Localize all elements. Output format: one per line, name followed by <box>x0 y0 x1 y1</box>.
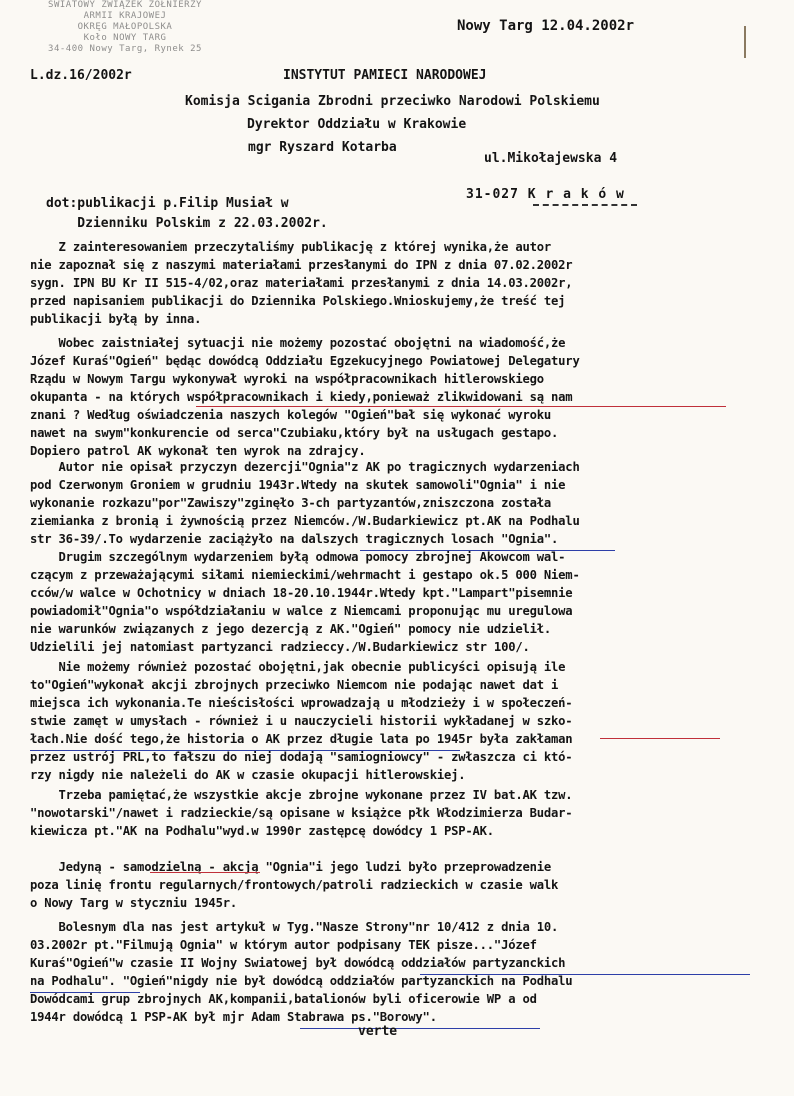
director-title: Dyrektor Oddziału w Krakowie <box>247 117 467 132</box>
pen-underline <box>420 974 750 975</box>
recipient-street: ul.Mikołajewska 4 <box>484 151 618 166</box>
commission-name: Komisja Scigania Zbrodni przeciwko Narodowi Polskiemu <box>185 94 600 109</box>
body-paragraph: Jedyną - samodzielną - akcją "Ognia"i jego ludzi było przeprowadzenie poza linię frontu regularnych/frontowych/patroli radzieckich w czasie walk o Nowy Targ w styczniu 1945r. <box>30 860 559 910</box>
city-underline <box>533 204 637 206</box>
body-paragraph: Wobec zaistniałej sytuacji nie możemy pozostać obojętni na wiadomość,że Józef Kuraś"Ogień" będąc dowódcą Oddziału Egzekucyjnego Powiatowej Delegatury Rządu w Nowym Targu wykonywał wyroki na współpracownikach hitlerowskiego okupanta - na których współpracownikach i kiedy,ponieważ zlikwidowani są nam znani ? Według oświadczenia naszych kolegów "Ogień"bał się wykonać wyroku nawet na swym"konkurencie od serca"Czubiaku,który był na usługach gestapo. Dopiero patrol AK wykonał ten wyrok na zdrajcy. <box>30 336 580 458</box>
reference-number: L.dz.16/2002r <box>30 68 132 83</box>
stamp-line: ŚWIATOWY ZWIĄZEK ŻOŁNIERZY <box>48 0 202 10</box>
red-underline <box>150 872 260 873</box>
red-underline <box>600 738 720 739</box>
pen-underline <box>300 1028 540 1029</box>
red-underline <box>196 406 726 407</box>
pen-underline <box>30 992 140 993</box>
stamp-line: OKRĘG MAŁOPOLSKA <box>77 22 173 32</box>
pen-underline <box>30 750 460 751</box>
pen-underline <box>360 550 615 551</box>
body-paragraph: Autor nie opisał przyczyn dezercji"Ognia"z AK po tragicznych wydarzeniach pod Czerwonym Groniem w grudniu 1943r.Wtedy na skutek samowoli"Ognia" i nie wykonanie rozkazu"por"Zawiszy"zginęło 3-ch partyzantów,zniszczona została ziemianka z bronią i żywnością przez Niemców./W.Budarkiewicz pt.AK na Podhalu str 36-39/.To wydarzenie zaciążyło na dalszych tragicznych losach "Ognia". <box>30 460 580 546</box>
institute-name: INSTYTUT PAMIECI NARODOWEJ <box>283 68 487 83</box>
body-paragraph: Bolesnym dla nas jest artykuł w Tyg."Nasze Strony"nr 10/412 z dnia 10. 03.2002r pt."Filmują Ognia" w którym autor podpisany TEK pisze..."Józef Kuraś"Ogień"w czasie II Wojny Swiatowej był dowódcą oddziałów partyzanckich na Podhalu". "Ogień"nigdy nie był dowódcą oddziałów partyzanckich na Podhalu Dowódcami grup zbrojnych AK,kompanii,batalionów byli oficerowie WP a od 1944r dowódcą 1 PSP-AK był mjr Adam Stabrawa ps."Borowy". <box>30 920 573 1024</box>
body-paragraph: Trzeba pamiętać,że wszystkie akcje zbrojne wykonane przez IV bat.AK tzw. "nowotarski"/nawet i radzieckie/są opisane w książce płk Włodzimierza Budar- kiewicza pt."AK na Podhalu"wyd.w 1990r zastępcę dowódcy 1 PSP-AK. <box>30 788 573 838</box>
body-paragraph: Nie możemy również pozostać obojętni,jak obecnie publicyści opisują ile to"Ogień"wykonał akcji zbrojnych przeciwko Niemcom nie podając nawet dat i miejsca ich wykonania.Te nieścisłości wprowadzają u młodzieży i w społeczeń- stwie zamęt w umysłach - również i u nauczycieli historii wykładanej w szko- łach.Nie dość tego,że historia o AK przez długie lata po 1945r była zakłaman przez ustrój PRL,to fałszu do niej dodają "samiogniowcy" - zwłaszcza ci któ- rzy nigdy nie należeli do AK w czasie okupacji hitlerowskiej. <box>30 660 573 782</box>
recipient-city: 31-027 K r a k ó w <box>466 187 625 202</box>
verte-note: verte <box>358 1024 398 1039</box>
stamp-line: ARMII KRAJOWEJ <box>83 11 167 21</box>
subject-line: dot:publikacji p.Filip Musiał w Dzienniku Polskim z 22.03.2002r. <box>46 196 328 231</box>
stamp-line: 34-400 Nowy Targ, Rynek 25 <box>48 44 202 54</box>
body-paragraph: Z zainteresowaniem przeczytaliśmy publikację z której wynika,że autor nie zapoznał się z naszymi materiałami przesłanymi do IPN z dnia 07.02.2002r sygn. IPN BU Kr II 515-4/02,oraz materiałami przesłanymi z dnia 14.03.2002r, przed napisaniem publikacji do Dziennika Polskiego.Wnioskujemy,że treść tej publikacji byłą by inna. <box>30 240 573 326</box>
stamp-line: Koło NOWY TARG <box>83 33 167 43</box>
recipient-name: mgr Ryszard Kotarba <box>248 140 397 155</box>
body-paragraph: Drugim szczególnym wydarzeniem byłą odmowa pomocy zbrojnej Akowcom wal- czącym z przeważającymi siłami niemieckimi/wehrmacht i gestapo ok.5 000 Niem- cców/w walce w Ochotnicy w dniach 18-20.10.1944r.Wtedy kpt."Lampart"pisemnie powiadomił"Ognia"o współdziałaniu w walce z Niemcami proponując mu uregulowa nie warunków związanych z jego dezercją z AK."Ogień" pomocy nie udzielił. Udzielili jej natomiast partyzanci radzieccy./W.Budarkiewicz str 100/. <box>30 550 580 654</box>
organization-stamp <box>30 0 220 62</box>
margin-pen-mark <box>744 26 746 58</box>
place-date: Nowy Targ 12.04.2002r <box>457 18 635 34</box>
